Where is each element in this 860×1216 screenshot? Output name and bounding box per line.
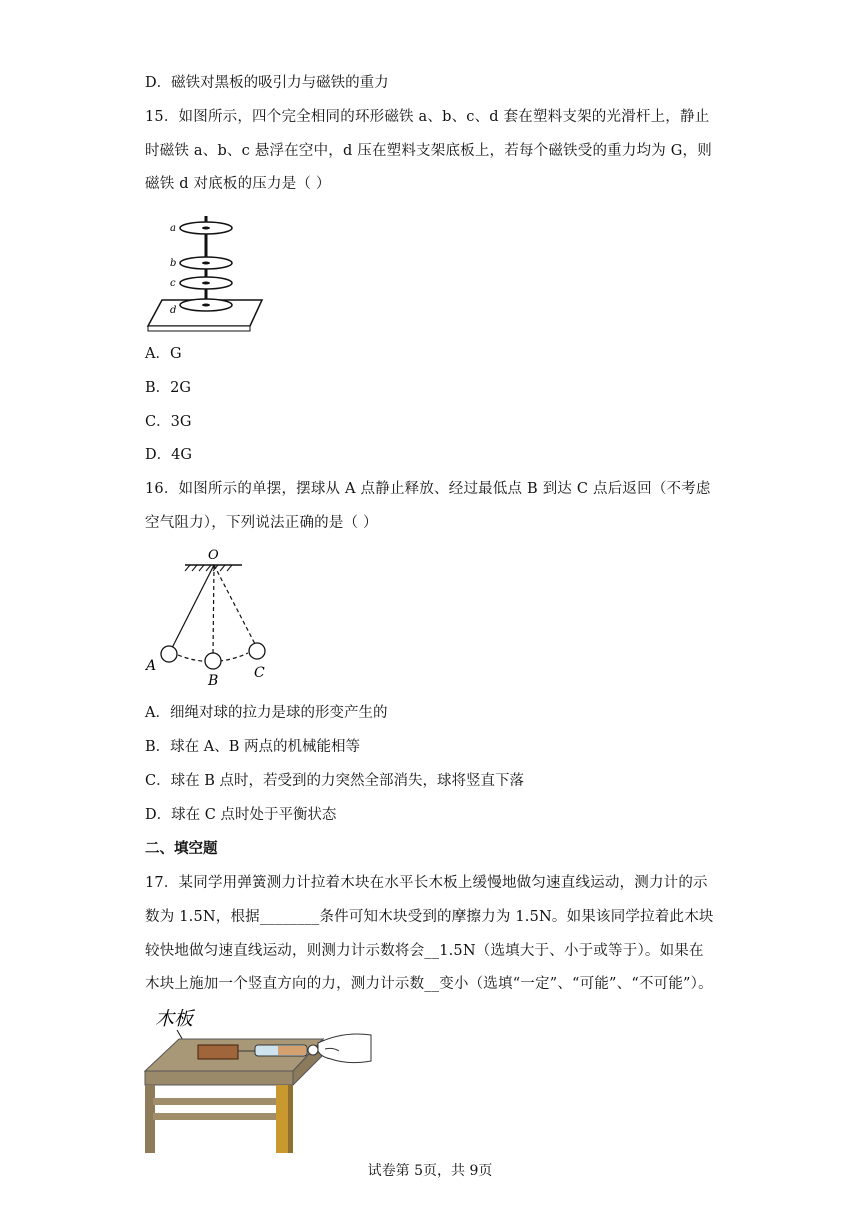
q17-stem-line4: 木块上施加一个竖直方向的力，测力计示数__变小（选填“一定”、“可能”、“不可能”）。 — [145, 976, 713, 992]
q15-magnet-figure — [140, 208, 270, 333]
section-heading-fill-in: 二、填空题 — [145, 840, 218, 857]
q16-option-b: B．球在 A、B 两点的机械能相等 — [145, 739, 360, 755]
q15-stem-line3: 磁铁 d 对底板的压力是（ ） — [145, 176, 331, 192]
page-footer: 试卷第 5页，共 9页 — [367, 1163, 493, 1179]
q16-pendulum-figure — [140, 545, 280, 685]
q17-board-figure — [143, 1003, 378, 1153]
point-label-b: B — [208, 673, 219, 685]
pivot-label-o: O — [208, 548, 219, 563]
point-label-c: C — [254, 665, 265, 681]
q15-option-a: A．G — [145, 346, 182, 362]
q17-stem-line2: 数为 1.5N，根据________条件可知木块受到的摩擦力为 1.5N。如果该同学拉着此木块 — [145, 909, 714, 925]
q16-option-a: A．细绳对球的拉力是球的形变产生的 — [145, 705, 388, 721]
point-label-a: A — [146, 658, 157, 674]
q17-stem-line1: 17．某同学用弹簧测力计拉着木块在水平长木板上缓慢地做匀速直线运动，测力计的示 — [145, 875, 708, 891]
q14-option-d: D．磁铁对黑板的吸引力与磁铁的重力 — [145, 75, 389, 91]
q16-stem-line1: 16．如图所示的单摆，摆球从 A 点静止释放、经过最低点 B 到达 C 点后返回（不考虑 — [145, 481, 711, 497]
magnet-label-d: d — [170, 305, 177, 316]
magnet-label-c: c — [170, 278, 176, 289]
magnet-label-b: b — [170, 258, 177, 269]
q15-option-b: B．2G — [145, 380, 191, 396]
q17-stem-line3: 较快地做匀速直线运动，则测力计示数将会__1.5N（选填大于、小于或等于）。如果在 — [145, 943, 704, 959]
magnet-label-a: a — [170, 223, 176, 234]
q16-stem-line2: 空气阻力），下列说法正确的是（ ） — [145, 515, 378, 531]
q15-option-c: C．3G — [145, 414, 192, 430]
board-label: 木板 — [155, 1008, 194, 1030]
q15-stem-line1: 15．如图所示，四个完全相同的环形磁铁 a、b、c、d 套在塑料支架的光滑杆上，静止 — [145, 109, 710, 125]
q15-stem-line2: 时磁铁 a、b、c 悬浮在空中，d 压在塑料支架底板上，若每个磁铁受的重力均为 G，则 — [145, 143, 712, 159]
q16-option-d: D．球在 C 点时处于平衡状态 — [145, 807, 337, 823]
q15-option-d: D．4G — [145, 447, 192, 463]
q16-option-c: C．球在 B 点时，若受到的力突然全部消失，球将竖直下落 — [145, 773, 524, 789]
